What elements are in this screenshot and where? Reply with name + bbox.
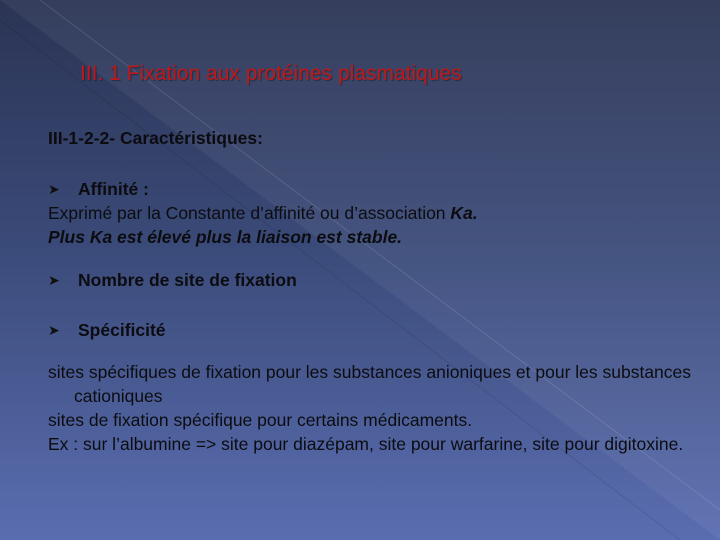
- section-subtitle: III-1-2-2- Caractéristiques:: [48, 128, 263, 148]
- affinity-definition-text: Exprimé par la Constante d’affinité ou d’association: [48, 203, 451, 223]
- affinity-definition: [48, 201, 698, 225]
- specific-sites-paragraph: sites spécifiques de fixation pour les substances anioniques et pour les substances cationiques: [48, 362, 692, 406]
- bullet-specificity: [48, 318, 698, 342]
- bullet-sites-label: Nombre de site de fixation: [78, 270, 297, 290]
- affinity-ka-emphasis: Ka.: [450, 203, 478, 223]
- slide-content: [48, 126, 698, 456]
- arrowhead-bullet-icon: ➤: [48, 181, 60, 197]
- bullet-sites: [48, 268, 698, 292]
- drug-sites-paragraph: sites de fixation spécifique pour certains médicaments.: [48, 410, 473, 430]
- arrowhead-bullet-icon: ➤: [48, 272, 60, 288]
- slide-title: III. 1 Fixation aux protéines plasmatiques: [80, 62, 462, 85]
- arrowhead-bullet-icon: ➤: [48, 322, 60, 338]
- bullet-specificity-label: Spécificité: [78, 320, 166, 340]
- bullet-affinity: [48, 177, 698, 201]
- bullet-affinity-label: Affinité :: [78, 179, 149, 199]
- albumin-example-paragraph: Ex : sur l’albumine => site pour diazépam, site pour warfarine, site pour digitoxine.: [48, 434, 684, 454]
- affinity-stability-note: Plus Ka est élevé plus la liaison est stable.: [48, 227, 403, 247]
